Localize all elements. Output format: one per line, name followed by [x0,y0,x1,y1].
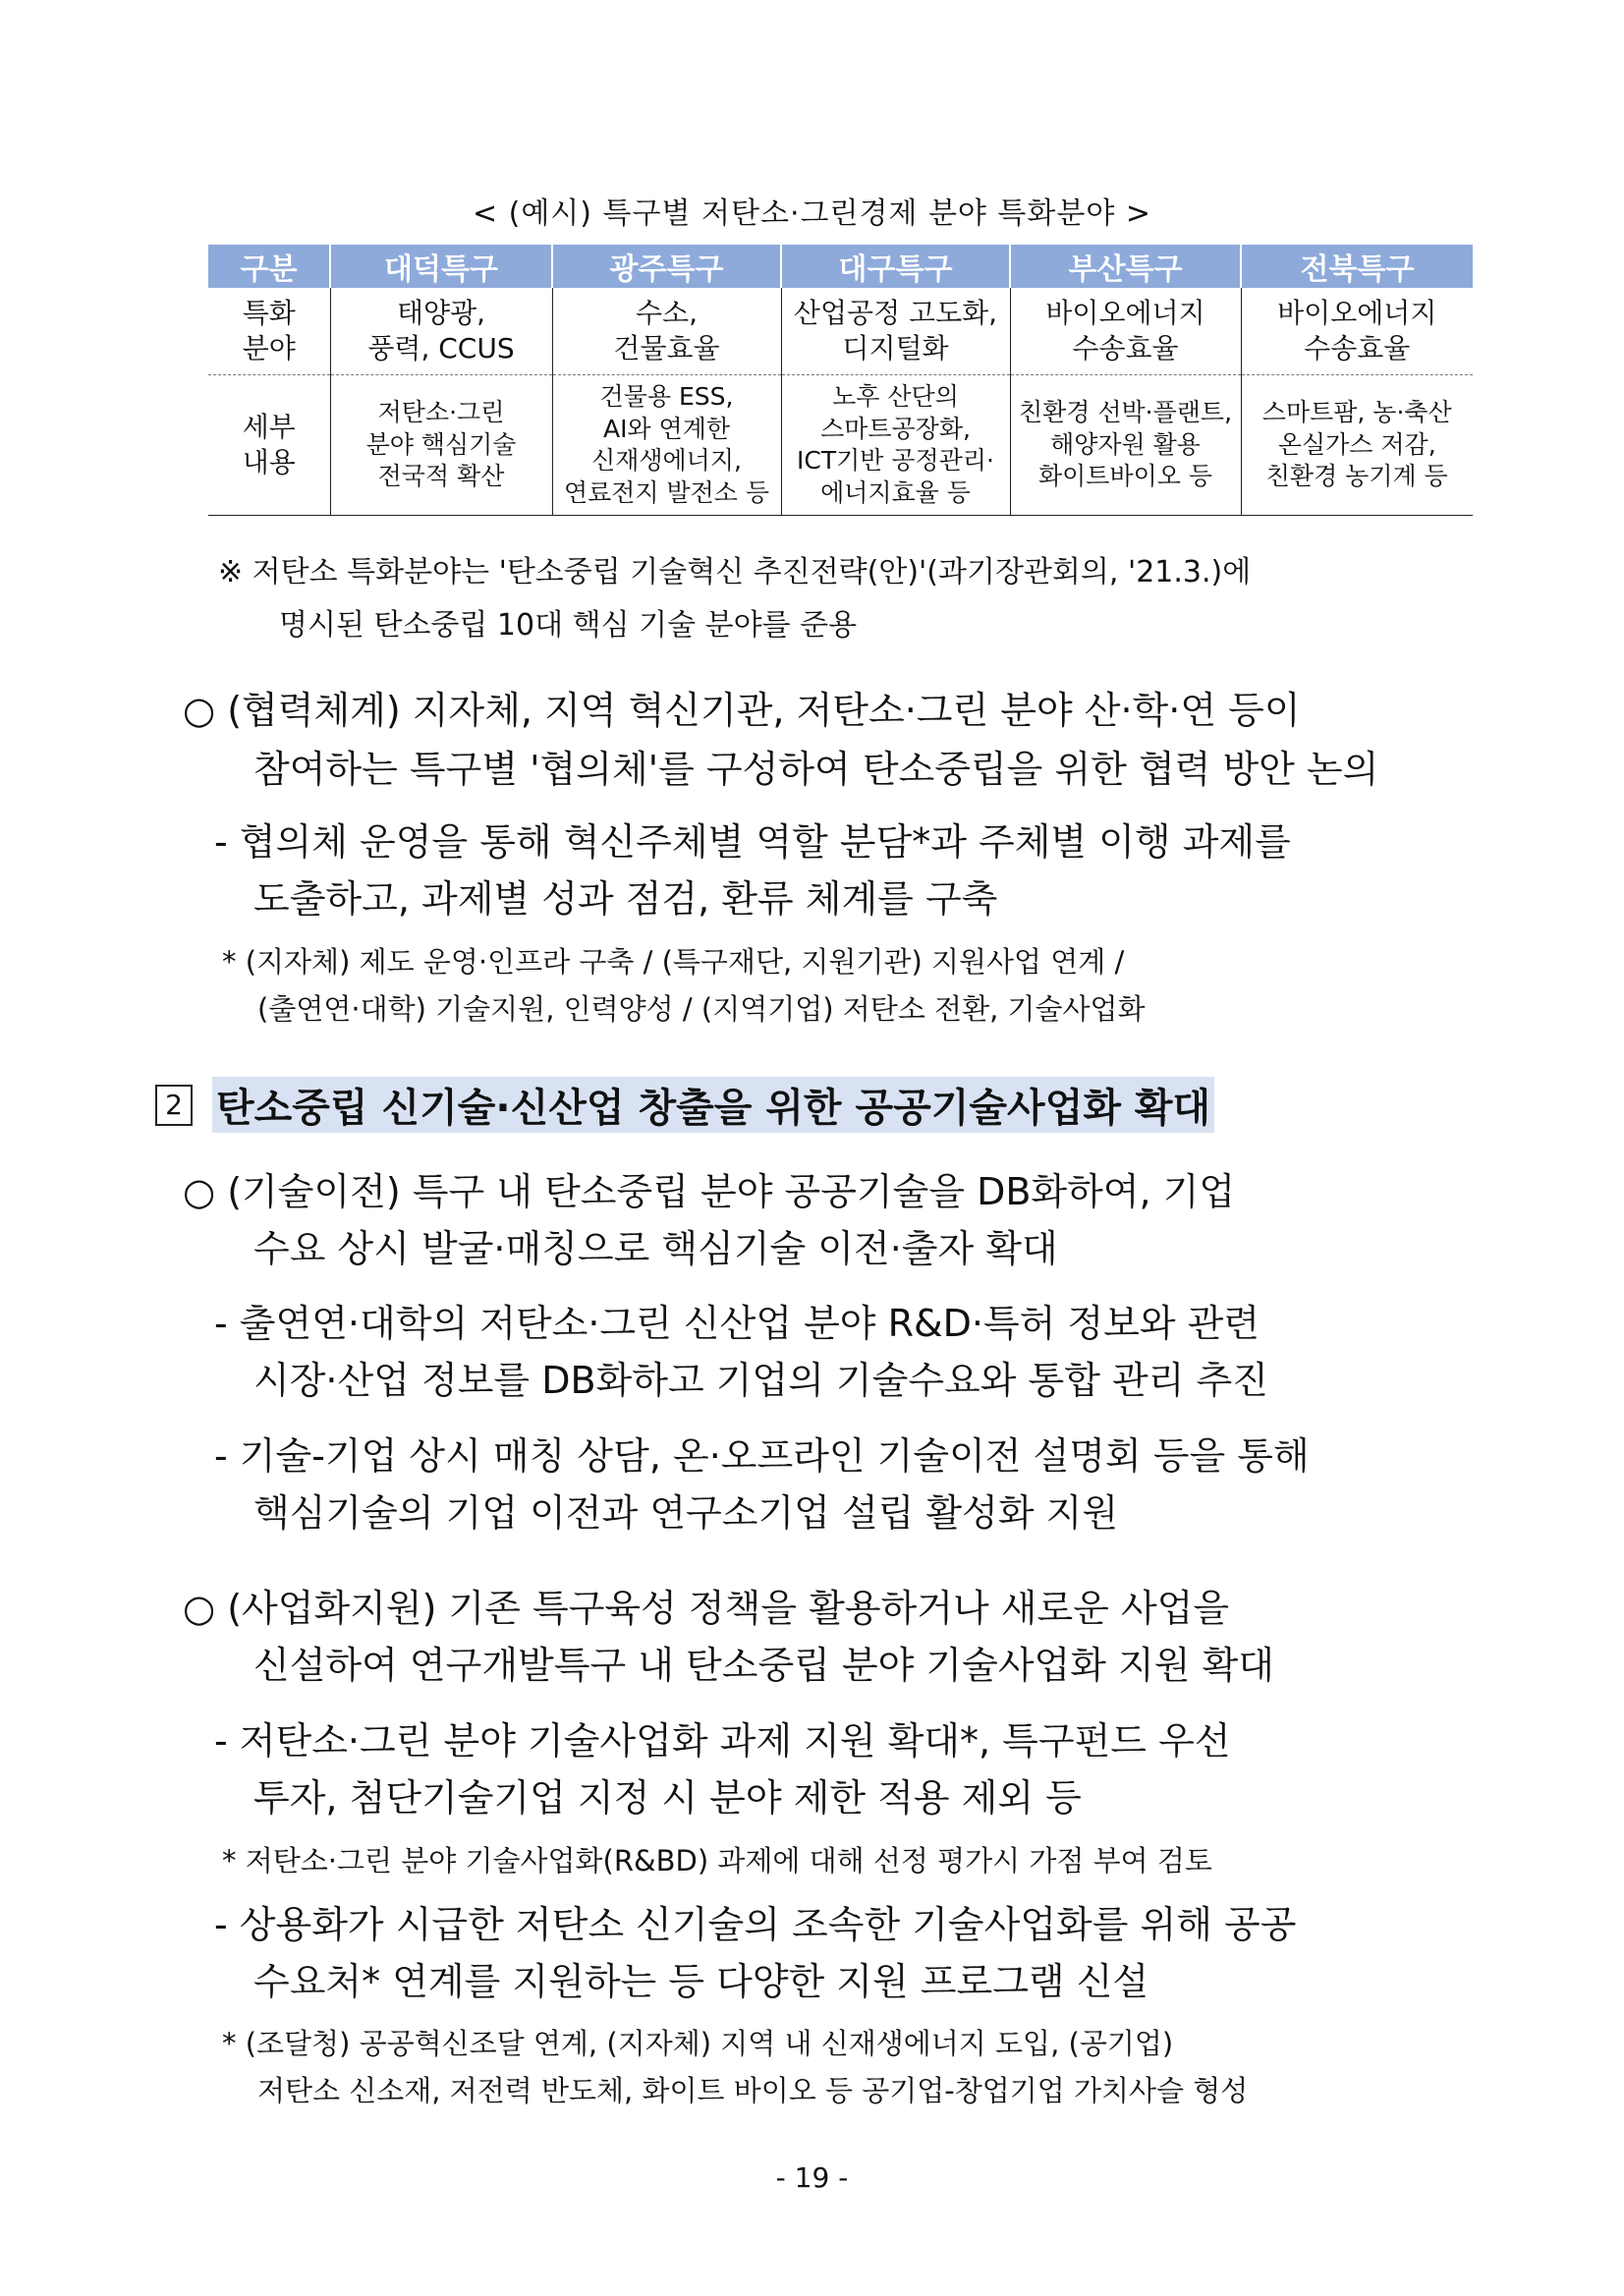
table-cell: 세부 내용 [208,375,330,516]
paragraph-line: - 협의체 운영을 통해 혁신주체별 역할 분담*과 주체별 이행 과제를 [214,820,1291,864]
table-cell: 친환경 선박·플랜트, 해양자원 활용 화이트바이오 등 [1010,375,1241,516]
page-number: - 19 - [775,2161,849,2194]
footnote-line: * 저탄소·그린 분야 기술사업화(R&BD) 과제에 대해 선정 평가시 가점 부여 검토 [222,1844,1212,1877]
header-category: 구분 [208,245,330,288]
paragraph-line: ○ (기술이전) 특구 내 탄소중립 분야 공공기술을 DB화하여, 기업 [183,1170,1236,1213]
paragraph-line: 시장·산업 정보를 DB화하고 기업의 기술수요와 통합 관리 추진 [253,1359,1268,1402]
section-title: 탄소중립 신기술·신산업 창출을 위한 공공기술사업화 확대 [212,1077,1214,1133]
paragraph-line: 수요처* 연계를 지원하는 등 다양한 지원 프로그램 신설 [253,1960,1149,2003]
footnote-line: * (지자체) 제도 운영·인프라 구축 / (특구재단, 지원기관) 지원사업 연계 / [222,945,1125,979]
paragraph-line: 투자, 첨단기술기업 지정 시 분야 제한 적용 제외 등 [253,1776,1082,1820]
table-cell: 바이오에너지 수송효율 [1241,288,1473,375]
header-busan: 부산특구 [1010,245,1241,288]
header-daedeok: 대덕특구 [330,245,552,288]
paragraph-line: - 출연연·대학의 저탄소·그린 신산업 분야 R&D·특허 정보와 관련 [214,1302,1260,1345]
paragraph-line: 핵심기술의 기업 이전과 연구소기업 설립 활성화 지원 [253,1491,1119,1535]
section-number: 2 [155,1085,193,1126]
paragraph-line: 도출하고, 과제별 성과 점검, 환류 체계를 구축 [253,877,998,921]
table-cell: 태양광, 풍력, CCUS [330,288,552,375]
table-cell: 건물용 ESS, AI와 연계한 신재생에너지, 연료전지 발전소 등 [552,375,781,516]
table-cell: 특화 분야 [208,288,330,375]
paragraph-line: 수요 상시 발굴·매칭으로 핵심기술 이전·출자 확대 [253,1227,1058,1270]
paragraph-line: 참여하는 특구별 '협의체'를 구성하여 탄소중립을 위한 협력 방안 논의 [253,748,1379,791]
table-cell: 바이오에너지 수송효율 [1010,288,1241,375]
special-zone-table [208,245,1473,516]
section-heading [155,1077,1214,1133]
table-cell: 노후 산단의 스마트공장화, ICT기반 공정관리· 에너지효율 등 [781,375,1010,516]
footnote-line: 저탄소 신소재, 저전력 반도체, 화이트 바이오 등 공기업-창업기업 가치사슬 형성 [257,2074,1249,2107]
table-cell: 수소, 건물효율 [552,288,781,375]
paragraph-line: ○ (사업화지원) 기존 특구육성 정책을 활용하거나 새로운 사업을 [183,1587,1230,1630]
header-jeonbuk: 전북특구 [1241,245,1473,288]
table-cell: 산업공정 고도화, 디지털화 [781,288,1010,375]
table-row [208,288,1473,375]
note-line: 명시된 탄소중립 10대 핵심 기술 분야를 준용 [279,608,858,643]
note-line: ※ 저탄소 특화분야는 '탄소중립 기술혁신 추진전략(안)'(과기장관회의, '21.3.)에 [218,555,1252,589]
table-header-row [208,245,1473,288]
footnote-line: * (조달청) 공공혁신조달 연계, (지자체) 지역 내 신재생에너지 도입, (공기업) [222,2027,1174,2060]
table-cell: 스마트팜, 농·축산 온실가스 저감, 친환경 농기계 등 [1241,375,1473,516]
header-daegu: 대구특구 [781,245,1010,288]
paragraph-line: ○ (협력체계) 지자체, 지역 혁신기관, 저탄소·그린 분야 산·학·연 등이 [183,689,1301,732]
table-caption: < (예시) 특구별 저탄소·그린경제 분야 특화분야 > [472,196,1152,231]
paragraph-line: - 기술-기업 상시 매칭 상담, 온·오프라인 기술이전 설명회 등을 통해 [214,1434,1310,1478]
header-gwangju: 광주특구 [552,245,781,288]
paragraph-line: - 저탄소·그린 분야 기술사업화 과제 지원 확대*, 특구펀드 우선 [214,1719,1231,1763]
table-row [208,375,1473,516]
paragraph-line: - 상용화가 시급한 저탄소 신기술의 조속한 기술사업화를 위해 공공 [214,1903,1297,1946]
footnote-line: (출연연·대학) 기술지원, 인력양성 / (지역기업) 저탄소 전환, 기술사업화 [257,992,1146,1026]
table-cell: 저탄소·그린 분야 핵심기술 전국적 확산 [330,375,552,516]
paragraph-line: 신설하여 연구개발특구 내 탄소중립 분야 기술사업화 지원 확대 [253,1644,1274,1687]
